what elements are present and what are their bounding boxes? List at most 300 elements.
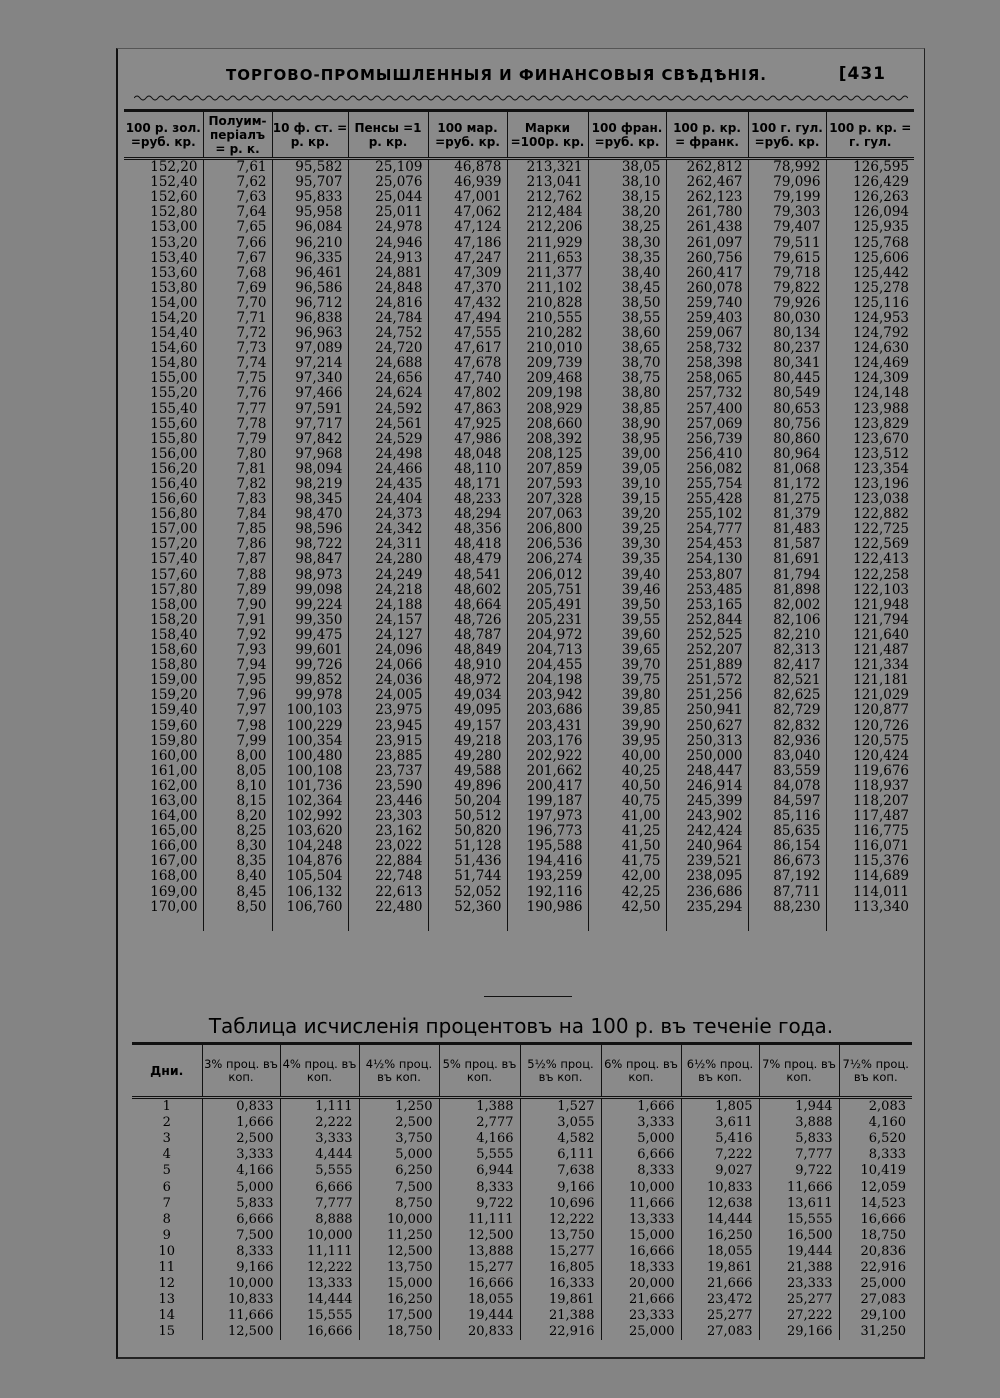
- exchange-table-cell: 39,60: [588, 628, 666, 643]
- interest-table-cell: 15,000: [601, 1228, 681, 1244]
- exchange-table-cell: 82,936: [748, 734, 826, 749]
- exchange-table-cell: 47,986: [428, 432, 507, 447]
- exchange-table-cell: 47,247: [428, 251, 507, 266]
- exchange-table-cell: 24,498: [348, 447, 428, 462]
- interest-column-header: 3% проц. въ коп.: [202, 1044, 280, 1098]
- exchange-table-cell: 258,398: [666, 356, 748, 371]
- exchange-table-row: [124, 885, 914, 900]
- interest-table-cell: 18,750: [839, 1228, 912, 1244]
- interest-table-cell: 12,500: [202, 1324, 280, 1340]
- exchange-table-cell: 153,20: [150, 234, 198, 251]
- exchange-table-cell: 7,80: [203, 447, 272, 462]
- exchange-table-cell: 7,78: [203, 417, 272, 432]
- exchange-table-cell: 248,447: [666, 764, 748, 779]
- interest-table-row: [132, 1308, 912, 1324]
- exchange-table-cell: 24,435: [348, 477, 428, 492]
- exchange-table-cell: 96,461: [272, 266, 348, 281]
- exchange-table-cell: 7,66: [203, 235, 272, 250]
- exchange-table-cell: 153,80: [150, 279, 198, 296]
- exchange-table-cell: 38,45: [588, 281, 666, 296]
- exchange-table-cell: 125,935: [826, 220, 914, 235]
- exchange-table-row: [124, 703, 914, 718]
- exchange-table-row: [124, 477, 914, 492]
- exchange-table-cell: 155,80: [150, 430, 198, 447]
- exchange-table-cell: 24,784: [348, 311, 428, 326]
- exchange-table-cell: 204,713: [507, 643, 588, 658]
- exchange-table-cell: 98,596: [272, 522, 348, 537]
- exchange-table-row: [124, 281, 914, 296]
- exchange-table-cell: 106,132: [272, 885, 348, 900]
- exchange-table-cell: 124,953: [826, 311, 914, 326]
- exchange-table-cell: 7,99: [203, 734, 272, 749]
- exchange-table-cell: 82,729: [748, 703, 826, 718]
- exchange-table-row: [124, 598, 914, 613]
- exchange-table-cell: 23,303: [348, 809, 428, 824]
- exchange-table-row: [124, 688, 914, 703]
- interest-table-cell: 22,916: [520, 1324, 601, 1340]
- interest-table-cell: 11,666: [759, 1179, 839, 1195]
- exchange-table-cell: 95,582: [272, 159, 348, 176]
- exchange-table-cell: 155,00: [150, 370, 198, 387]
- interest-table-cell: 1,388: [439, 1098, 520, 1116]
- exchange-table-cell: 250,941: [666, 703, 748, 718]
- exchange-table-row: [124, 628, 914, 643]
- exchange-table-cell: 243,902: [666, 809, 748, 824]
- exchange-table-cell: 81,275: [748, 492, 826, 507]
- exchange-table-cell: 118,207: [826, 794, 914, 809]
- exchange-table-cell: 85,116: [748, 809, 826, 824]
- exchange-table-cell: 48,664: [428, 598, 507, 613]
- exchange-table-cell: 122,413: [826, 552, 914, 567]
- exchange-column-header: 100 фран. =руб. кр.: [588, 111, 666, 159]
- interest-table-cell: 20,000: [601, 1276, 681, 1292]
- exchange-table-cell: 7,86: [203, 537, 272, 552]
- exchange-table-cell: 7,79: [203, 432, 272, 447]
- interest-table-cell: 8: [162, 1211, 171, 1227]
- exchange-table-cell: 208,660: [507, 417, 588, 432]
- interest-table-cell: 3,333: [202, 1147, 280, 1163]
- exchange-table-cell: 206,800: [507, 522, 588, 537]
- exchange-table-cell: 7,69: [203, 281, 272, 296]
- exchange-table-cell: 250,000: [666, 749, 748, 764]
- exchange-table-row: [124, 507, 914, 522]
- interest-table-row: [132, 1147, 912, 1163]
- exchange-table-cell: 99,350: [272, 613, 348, 628]
- exchange-table-cell: 125,442: [826, 266, 914, 281]
- interest-table-cell: 9,722: [439, 1196, 520, 1212]
- exchange-table-cell: 122,569: [826, 537, 914, 552]
- exchange-table-cell: 7,97: [203, 703, 272, 718]
- interest-table-cell: 27,083: [681, 1324, 759, 1340]
- interest-column-header: 4½% проц. въ коп.: [359, 1044, 439, 1098]
- exchange-table-cell: 152,80: [150, 204, 198, 221]
- interest-table-row: [132, 1244, 912, 1260]
- exchange-table-cell: 161,00: [150, 762, 198, 779]
- exchange-table-row: [124, 673, 914, 688]
- exchange-table-row: [124, 190, 914, 205]
- interest-table-cell: 9,027: [681, 1163, 759, 1179]
- interest-table-cell: 2,777: [439, 1115, 520, 1131]
- interest-table-cell: 5,833: [202, 1196, 280, 1212]
- exchange-table-cell: 193,259: [507, 869, 588, 884]
- exchange-table-cell: 24,978: [348, 220, 428, 235]
- exchange-table-cell: 80,549: [748, 386, 826, 401]
- exchange-table-cell: 105,504: [272, 869, 348, 884]
- exchange-table-cell: 169,00: [150, 883, 198, 900]
- interest-column-header: 6½% проц. въ коп.: [681, 1044, 759, 1098]
- exchange-table-cell: 195,588: [507, 839, 588, 854]
- exchange-table-cell: 48,910: [428, 658, 507, 673]
- exchange-table-cell: 24,881: [348, 266, 428, 281]
- exchange-table-cell: 24,066: [348, 658, 428, 673]
- interest-table-cell: 21,666: [681, 1276, 759, 1292]
- exchange-table-cell: 115,376: [826, 854, 914, 869]
- exchange-table-cell: 7,87: [203, 552, 272, 567]
- exchange-table-cell: 47,925: [428, 417, 507, 432]
- interest-table-cell: 25,000: [839, 1276, 912, 1292]
- exchange-table-row: [124, 643, 914, 658]
- exchange-table-cell: 96,712: [272, 296, 348, 311]
- exchange-table-row: [124, 718, 914, 733]
- exchange-table-row: [124, 809, 914, 824]
- exchange-table-cell: 39,40: [588, 568, 666, 583]
- page-title: ТОРГОВО-ПРОМЫШЛЕННЫЯ И ФИНАНСОВЫЯ СВѢДѢНІЯ.: [226, 66, 767, 84]
- exchange-table-cell: 205,231: [507, 613, 588, 628]
- exchange-table-cell: 197,973: [507, 809, 588, 824]
- exchange-table-cell: 205,491: [507, 598, 588, 613]
- exchange-table-cell: 98,847: [272, 552, 348, 567]
- exchange-table-row: [124, 794, 914, 809]
- exchange-table-cell: 205,751: [507, 583, 588, 598]
- exchange-table-cell: 238,095: [666, 869, 748, 884]
- exchange-table-cell: 38,15: [588, 190, 666, 205]
- exchange-table-cell: 209,468: [507, 371, 588, 386]
- exchange-table-cell: 24,096: [348, 643, 428, 658]
- exchange-table-cell: 203,942: [507, 688, 588, 703]
- exchange-table-cell: 118,937: [826, 779, 914, 794]
- exchange-table-cell: 82,832: [748, 718, 826, 733]
- exchange-table-cell: 104,876: [272, 854, 348, 869]
- exchange-table-cell: 253,807: [666, 568, 748, 583]
- exchange-table-cell: 259,067: [666, 326, 748, 341]
- exchange-table-cell: 7,61: [203, 159, 272, 176]
- exchange-table-cell: 210,828: [507, 296, 588, 311]
- exchange-table-row: [124, 492, 914, 507]
- exchange-table-cell: 260,417: [666, 266, 748, 281]
- interest-table-cell: 11,666: [202, 1308, 280, 1324]
- exchange-table-cell: 8,35: [203, 854, 272, 869]
- exchange-table-cell: 156,20: [150, 460, 198, 477]
- exchange-table-cell: 252,525: [666, 628, 748, 643]
- exchange-table-cell: 123,038: [826, 492, 914, 507]
- exchange-table-cell: 97,340: [272, 371, 348, 386]
- interest-table-cell: 12,500: [439, 1228, 520, 1244]
- exchange-table-cell: 203,431: [507, 718, 588, 733]
- exchange-table-cell: 155,60: [150, 415, 198, 432]
- exchange-table-cell: 210,555: [507, 311, 588, 326]
- exchange-table-cell: 255,428: [666, 492, 748, 507]
- interest-table-cell: 20,836: [839, 1244, 912, 1260]
- exchange-table-row: [124, 432, 914, 447]
- exchange-table-cell: 254,130: [666, 552, 748, 567]
- exchange-table-cell: 156,60: [150, 491, 198, 508]
- exchange-table-cell: 38,95: [588, 432, 666, 447]
- interest-table-cell: 10,000: [601, 1179, 681, 1195]
- exchange-table-cell: 39,20: [588, 507, 666, 522]
- exchange-table-cell: 79,718: [748, 266, 826, 281]
- exchange-table-cell: 48,849: [428, 643, 507, 658]
- interest-table-cell: 7,500: [202, 1228, 280, 1244]
- interest-table-cell: 18,750: [359, 1324, 439, 1340]
- exchange-table-cell: 167,00: [150, 853, 198, 870]
- exchange-table-cell: 261,438: [666, 220, 748, 235]
- exchange-table-cell: 120,877: [826, 703, 914, 718]
- exchange-table-cell: 86,154: [748, 839, 826, 854]
- exchange-table-row: [124, 900, 914, 931]
- exchange-table-cell: 256,410: [666, 447, 748, 462]
- interest-table: [132, 1042, 912, 1340]
- exchange-table-cell: 156,40: [150, 476, 198, 493]
- interest-table-cell: 15,277: [520, 1244, 601, 1260]
- interest-table-cell: 18,333: [601, 1260, 681, 1276]
- interest-table-cell: 10,000: [202, 1276, 280, 1292]
- exchange-table-row: [124, 854, 914, 869]
- exchange-table-row: [124, 356, 914, 371]
- exchange-table-cell: 152,20: [150, 159, 198, 176]
- interest-column-header: 7% проц. въ коп.: [759, 1044, 839, 1098]
- exchange-table-cell: 95,958: [272, 205, 348, 220]
- exchange-table-cell: 79,199: [748, 190, 826, 205]
- exchange-table-cell: 87,711: [748, 885, 826, 900]
- interest-table-cell: 1,111: [280, 1098, 359, 1116]
- exchange-table-cell: 48,356: [428, 522, 507, 537]
- exchange-table-cell: 159,40: [150, 702, 198, 719]
- exchange-table-cell: 154,40: [150, 325, 198, 342]
- exchange-table-cell: 47,863: [428, 402, 507, 417]
- exchange-table-cell: 207,593: [507, 477, 588, 492]
- exchange-table-cell: 154,60: [150, 340, 198, 357]
- exchange-table-row: [124, 613, 914, 628]
- exchange-table-cell: 97,842: [272, 432, 348, 447]
- exchange-table-cell: 119,676: [826, 764, 914, 779]
- exchange-table-cell: 84,078: [748, 779, 826, 794]
- exchange-table-cell: 49,588: [428, 764, 507, 779]
- exchange-table-cell: 24,752: [348, 326, 428, 341]
- exchange-table-cell: 80,756: [748, 417, 826, 432]
- exchange-table-cell: 79,511: [748, 235, 826, 250]
- exchange-table-cell: 39,46: [588, 583, 666, 598]
- interest-table-cell: 2,083: [839, 1098, 912, 1116]
- exchange-table-cell: 24,404: [348, 492, 428, 507]
- exchange-table-cell: 256,082: [666, 462, 748, 477]
- exchange-table-cell: 39,85: [588, 703, 666, 718]
- interest-table-cell: 10,000: [359, 1212, 439, 1228]
- exchange-table-cell: 259,740: [666, 296, 748, 311]
- exchange-table-row: [124, 658, 914, 673]
- exchange-table-cell: 208,929: [507, 402, 588, 417]
- exchange-table-cell: 25,044: [348, 190, 428, 205]
- exchange-table-cell: 39,95: [588, 734, 666, 749]
- interest-table-row: [132, 1292, 912, 1308]
- exchange-table-row: [124, 749, 914, 764]
- exchange-table-cell: 24,342: [348, 522, 428, 537]
- exchange-table-cell: 39,05: [588, 462, 666, 477]
- exchange-table-row: [124, 266, 914, 281]
- interest-table-cell: 8,750: [359, 1196, 439, 1212]
- exchange-table-cell: 206,012: [507, 568, 588, 583]
- exchange-table-cell: 42,00: [588, 869, 666, 884]
- exchange-table-cell: 200,417: [507, 779, 588, 794]
- exchange-column-header: 100 мар. =руб. кр.: [428, 111, 507, 159]
- exchange-table-row: [124, 462, 914, 477]
- exchange-table-cell: 96,586: [272, 281, 348, 296]
- exchange-table-cell: 103,620: [272, 824, 348, 839]
- exchange-table-cell: 120,424: [826, 749, 914, 764]
- interest-column-header: 4% проц. въ коп.: [280, 1044, 359, 1098]
- exchange-table-cell: 7,67: [203, 251, 272, 266]
- interest-table-row: [132, 1196, 912, 1212]
- exchange-table-cell: 24,218: [348, 583, 428, 598]
- interest-table-cell: 10,833: [681, 1179, 759, 1195]
- interest-table-cell: 5,833: [759, 1131, 839, 1147]
- interest-table-cell: 3,333: [280, 1131, 359, 1147]
- exchange-table-cell: 100,229: [272, 718, 348, 733]
- exchange-table-cell: 7,76: [203, 386, 272, 401]
- exchange-table-cell: 102,364: [272, 794, 348, 809]
- exchange-table-cell: 211,377: [507, 266, 588, 281]
- exchange-table-cell: 199,187: [507, 794, 588, 809]
- exchange-table-cell: 42,50: [588, 900, 666, 931]
- exchange-table-cell: 7,83: [203, 492, 272, 507]
- interest-table-row: [132, 1131, 912, 1147]
- exchange-table-cell: 8,20: [203, 809, 272, 824]
- exchange-table-cell: 206,274: [507, 552, 588, 567]
- interest-table-cell: 13,333: [280, 1276, 359, 1292]
- exchange-table-cell: 40,50: [588, 779, 666, 794]
- exchange-table-cell: 50,820: [428, 824, 507, 839]
- exchange-table-row: [124, 311, 914, 326]
- exchange-table-cell: 153,00: [150, 219, 198, 236]
- exchange-table-cell: 123,196: [826, 477, 914, 492]
- exchange-table-cell: 47,617: [428, 341, 507, 356]
- exchange-table-cell: 207,328: [507, 492, 588, 507]
- interest-table-row: [132, 1179, 912, 1195]
- exchange-table-cell: 121,794: [826, 613, 914, 628]
- exchange-table-cell: 23,737: [348, 764, 428, 779]
- exchange-table-cell: 24,529: [348, 432, 428, 447]
- exchange-table-cell: 51,128: [428, 839, 507, 854]
- exchange-table-cell: 257,400: [666, 402, 748, 417]
- exchange-table-cell: 156,80: [150, 506, 198, 523]
- exchange-column-header: 100 г. гул. =руб. кр.: [748, 111, 826, 159]
- interest-table-row: [132, 1324, 912, 1340]
- exchange-table-cell: 159,20: [150, 687, 198, 704]
- exchange-table-cell: 7,94: [203, 658, 272, 673]
- interest-table-title: Таблица исчисленія процентовъ на 100 р. въ теченіе года.: [208, 1014, 834, 1038]
- exchange-table-cell: 7,91: [203, 613, 272, 628]
- interest-table-cell: 15: [158, 1324, 176, 1340]
- exchange-table-cell: 95,707: [272, 175, 348, 190]
- exchange-table-cell: 48,048: [428, 447, 507, 462]
- interest-table-cell: 6,520: [839, 1131, 912, 1147]
- exchange-table-cell: 153,60: [150, 264, 198, 281]
- exchange-table-cell: 49,896: [428, 779, 507, 794]
- interest-table-cell: 9,722: [759, 1163, 839, 1179]
- interest-table-cell: 11,250: [359, 1228, 439, 1244]
- exchange-table-cell: 82,313: [748, 643, 826, 658]
- exchange-table-cell: 122,103: [826, 583, 914, 598]
- exchange-table-cell: 7,82: [203, 477, 272, 492]
- exchange-table-cell: 123,670: [826, 432, 914, 447]
- interest-table-cell: 0,833: [202, 1098, 280, 1116]
- exchange-table-cell: 98,973: [272, 568, 348, 583]
- exchange-table-cell: 116,775: [826, 824, 914, 839]
- interest-table-cell: 21,388: [759, 1260, 839, 1276]
- exchange-table-cell: 41,00: [588, 809, 666, 824]
- interest-table-cell: 12,222: [520, 1212, 601, 1228]
- exchange-table-cell: 166,00: [150, 838, 198, 855]
- interest-table-cell: 3,888: [759, 1115, 839, 1131]
- exchange-table-cell: 87,192: [748, 869, 826, 884]
- exchange-table-cell: 126,429: [826, 175, 914, 190]
- exchange-table-cell: 41,25: [588, 824, 666, 839]
- exchange-table-cell: 159,80: [150, 732, 198, 749]
- exchange-table-cell: 157,60: [150, 566, 198, 583]
- interest-table-cell: 20,833: [439, 1324, 520, 1340]
- interest-table-cell: 8,888: [280, 1212, 359, 1228]
- exchange-table-cell: 251,572: [666, 673, 748, 688]
- interest-table-cell: 16,333: [520, 1276, 601, 1292]
- exchange-table-cell: 98,345: [272, 492, 348, 507]
- exchange-table-cell: 24,036: [348, 673, 428, 688]
- exchange-table-cell: 41,75: [588, 854, 666, 869]
- exchange-table-cell: 24,127: [348, 628, 428, 643]
- exchange-table-cell: 52,360: [428, 900, 507, 931]
- interest-table-cell: 29,166: [759, 1324, 839, 1340]
- interest-table-cell: 16,666: [839, 1212, 912, 1228]
- exchange-table-cell: 38,65: [588, 341, 666, 356]
- exchange-table-cell: 202,922: [507, 749, 588, 764]
- exchange-column-header: 100 р. кр. = г. гул.: [826, 111, 914, 159]
- exchange-table-cell: 7,95: [203, 673, 272, 688]
- exchange-table-cell: 96,963: [272, 326, 348, 341]
- exchange-table-cell: 38,60: [588, 326, 666, 341]
- interest-column-header: 7½% проц. въ коп.: [839, 1044, 912, 1098]
- exchange-table-cell: 8,30: [203, 839, 272, 854]
- interest-table-cell: 22,916: [839, 1260, 912, 1276]
- exchange-table-row: [124, 839, 914, 854]
- exchange-table-cell: 40,00: [588, 749, 666, 764]
- exchange-table-row: [124, 159, 914, 176]
- interest-table-cell: 8,333: [839, 1147, 912, 1163]
- exchange-table-cell: 97,214: [272, 356, 348, 371]
- exchange-table-cell: 101,736: [272, 779, 348, 794]
- exchange-table-cell: 98,470: [272, 507, 348, 522]
- exchange-table-cell: 97,591: [272, 402, 348, 417]
- wavy-rule: [134, 93, 908, 103]
- exchange-table-cell: 82,625: [748, 688, 826, 703]
- exchange-table-cell: 81,691: [748, 552, 826, 567]
- exchange-table-cell: 99,224: [272, 598, 348, 613]
- exchange-table-row: [124, 764, 914, 779]
- exchange-table-cell: 82,521: [748, 673, 826, 688]
- exchange-table-row: [124, 326, 914, 341]
- interest-table-cell: 4: [162, 1147, 171, 1163]
- interest-table-cell: 6,666: [202, 1212, 280, 1228]
- interest-table-row: [132, 1260, 912, 1276]
- exchange-table-cell: 39,75: [588, 673, 666, 688]
- exchange-table-row: [124, 552, 914, 567]
